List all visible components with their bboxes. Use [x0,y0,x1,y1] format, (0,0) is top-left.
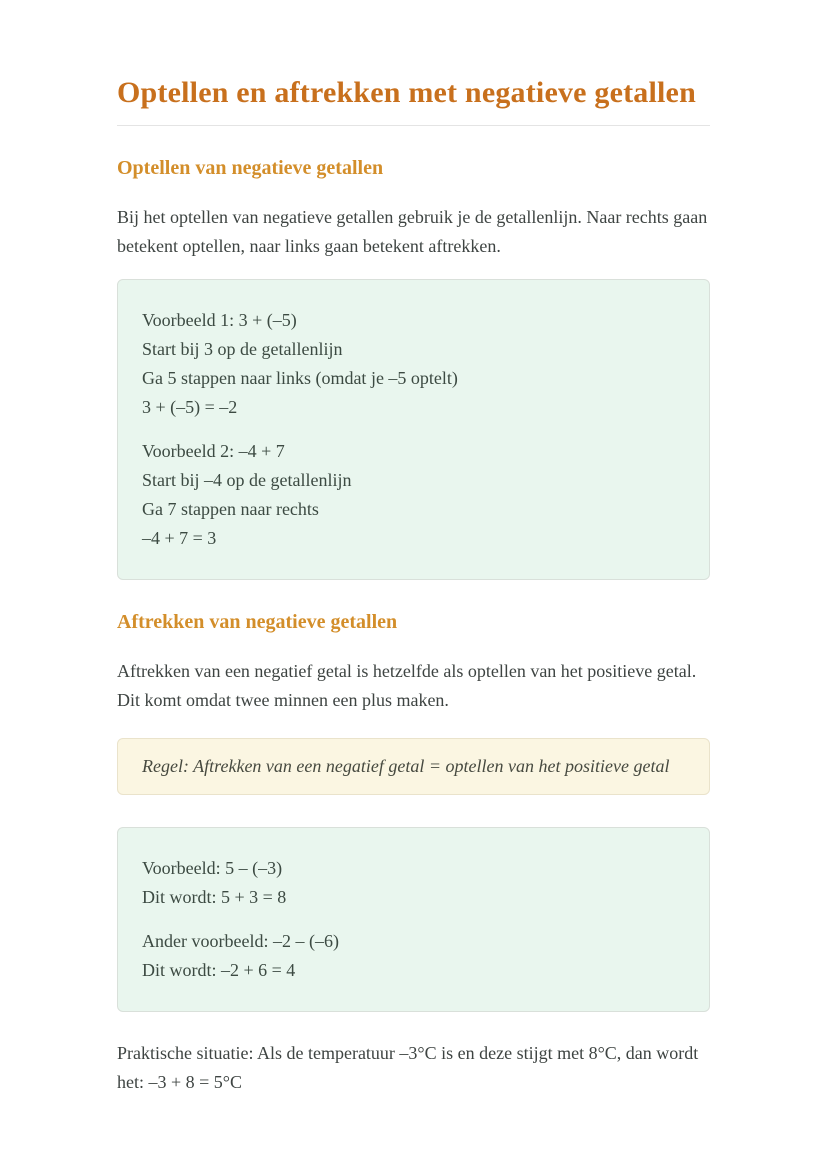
example-line: Voorbeeld 1: 3 + (–5) [142,310,297,330]
example-line: 3 + (–5) = –2 [142,397,238,417]
example-group-3 [142,854,685,912]
example-line: Voorbeeld 2: –4 + 7 [142,441,285,461]
example-line: Start bij 3 op de getallenlijn [142,339,343,359]
rule-text: Regel: Aftrekken van een negatief getal = optellen van het positieve getal [142,756,670,776]
example-line: Start bij –4 op de getallenlijn [142,470,352,490]
example-line: Dit wordt: 5 + 3 = 8 [142,887,287,907]
example-box-optellen [117,279,710,580]
section-heading-aftrekken: Aftrekken van negatieve getallen [117,611,398,633]
example-group-4 [142,927,685,985]
example-line: Dit wordt: –2 + 6 = 4 [142,960,296,980]
title-divider [117,125,710,126]
section-heading-optellen: Optellen van negatieve getallen [117,157,384,179]
example-box-aftrekken [117,827,710,1012]
rule-box [117,738,710,795]
page-title: Optellen en aftrekken met negatieve getallen [117,76,696,109]
example-line: Ga 5 stappen naar links (omdat je –5 optelt) [142,368,458,388]
paragraph-aftrekken-intro: Aftrekken van een negatief getal is hetzelfde als optellen van het positieve getal. Dit komt omdat twee minnen een plus maken. [117,661,697,710]
paragraph-praktische-situatie: Praktische situatie: Als de temperatuur –3°C is en deze stijgt met 8°C, dan wordt het: –3 + 8 = 5°C [117,1043,699,1092]
example-group-1 [142,306,685,422]
example-line: Ga 7 stappen naar rechts [142,499,319,519]
example-line: Ander voorbeeld: –2 – (–6) [142,931,339,951]
example-line: Voorbeeld: 5 – (–3) [142,858,283,878]
paragraph-optellen-intro: Bij het optellen van negatieve getallen gebruik je de getallenlijn. Naar rechts gaan betekent optellen, naar links gaan betekent aftrekken. [117,207,708,256]
example-line: –4 + 7 = 3 [142,528,217,548]
example-group-2 [142,437,685,553]
